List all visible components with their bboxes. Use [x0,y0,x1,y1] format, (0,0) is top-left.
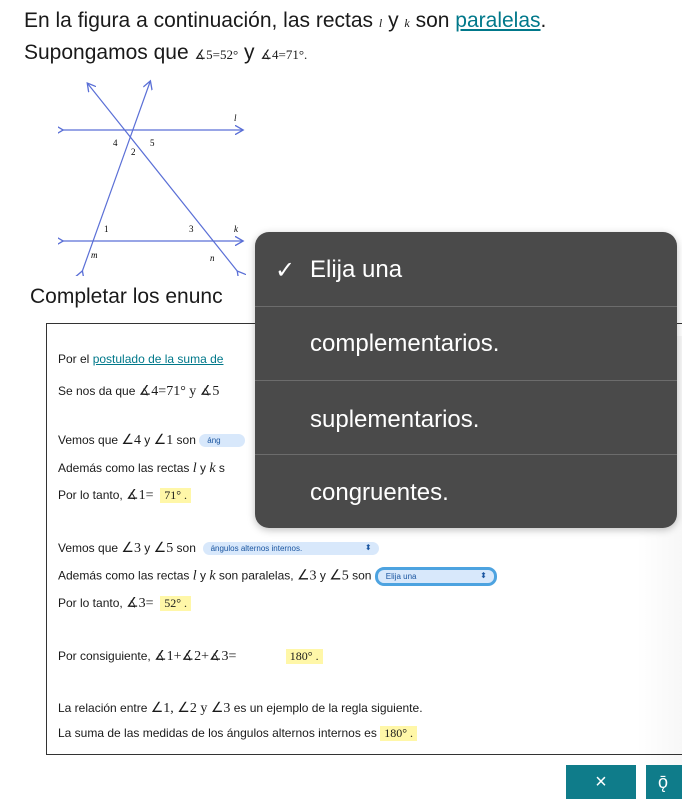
next-icon: ǭ [658,772,669,792]
intro-and: y [388,9,399,32]
row6-angle-5: ∠5 [153,541,174,556]
intro-text [24,6,674,70]
row-relation [58,700,423,717]
row4-l: l [192,461,197,476]
figure-label-n: n [210,253,215,263]
angle-1-value: 71° . [160,488,191,503]
sum-value: 180° . [286,649,323,664]
checkmark-icon: ✓ [275,257,296,284]
line-k-label: k [404,16,410,30]
row4-k: k [209,461,216,476]
row7-mid: son paralelas, [218,568,294,583]
relation-select-label: Elija una [385,572,417,581]
row3-angle-1: ∠1 [153,433,174,448]
row10-text: La relación entre [58,701,148,715]
row4-text: Además como las rectas [58,461,190,475]
row10-math: ∠1, ∠2 y ∠3 [150,701,231,716]
row-lines-parallel-2 [58,567,497,586]
rule-value: 180° . [380,726,417,741]
figure-label-k: k [234,224,238,234]
figure-label-m: m [91,250,98,260]
row7-angle-3: ∠3 [296,568,317,584]
angle-3-5-select[interactable] [203,542,379,555]
row3-and: y [144,433,151,447]
row7-and2: y [319,568,326,583]
row-lines-parallel-1 [58,461,225,477]
given-angle-4: ∡4=71°. [260,47,308,62]
row2-prefix: Se nos da que [58,384,136,398]
angle-4-1-select[interactable]: áng [199,434,245,447]
row7-are: son [352,568,372,583]
figure-label-1: 1 [104,224,109,234]
intro-line-1 [24,6,674,38]
intro-given-and: y [244,41,255,64]
row4-and: y [199,461,206,475]
dropdown-divider [255,380,677,381]
next-button[interactable] [646,765,682,799]
row-therefore-3 [58,595,191,612]
close-button[interactable] [566,765,636,799]
intro-period: . [540,9,547,32]
option-label-elija-una: Elija una [310,256,403,283]
row8-prefix: Por lo tanto, [58,596,123,610]
row-sum [58,648,323,665]
parallel-lines-figure [58,76,258,276]
row2-math: ∡4=71° y ∡5 [138,384,220,399]
row7-k: k [209,568,216,584]
row-angles-3-5 [58,540,379,557]
postulado-link[interactable]: postulado de la suma de [92,352,224,366]
intro-are: son [415,9,450,32]
intro-text-prefix: En la figura a continuación, las rectas [24,9,374,32]
angle-3-5-relation-select[interactable] [375,567,497,586]
row1-prefix: Por el [58,352,90,366]
row4-rest: s [218,461,225,475]
row-rule [58,726,417,741]
select-caret-icon: ⬍ [364,543,372,553]
option-label-suplementarios: suplementarios. [310,406,480,433]
figure-label-5: 5 [150,138,155,148]
select-caret-icon: ⬍ [480,571,487,580]
figure-label-l: l [234,113,237,123]
complete-heading: Completar los enunc [30,285,223,308]
row7-and: y [199,568,206,583]
option-label-congruentes: congruentes. [310,479,449,506]
dropdown-divider [255,454,677,455]
line-m [82,82,150,272]
row11-text: La suma de las medidas de los ángulos alternos internos es [58,726,377,740]
line-n [88,84,238,272]
figure-label-3: 3 [189,224,194,234]
dropdown-divider [255,306,677,307]
figure-label-2: 2 [131,147,136,157]
row3-are: son [176,433,196,447]
row6-and: y [144,541,151,555]
angle-3-value: 52° . [160,596,191,611]
row7-l: l [192,568,197,584]
row-postulate [58,352,223,366]
row-given [58,383,219,400]
row6-are: son [176,541,196,555]
row9-math: ∡1+∡2+∡3= [154,649,237,664]
row9-prefix: Por consiguiente, [58,649,151,663]
row5-prefix: Por lo tanto, [58,488,123,502]
close-icon: × [595,771,607,793]
row10-rest: es un ejemplo de la regla siguiente. [233,701,423,715]
row7-angle-5: ∠5 [329,568,349,584]
angle-3-5-select-label: ángulos alternos internos. [210,544,303,554]
row-angles-4-1 [58,432,245,449]
row8-math: ∡3= [126,596,154,611]
row7-text: Además como las rectas [58,568,190,583]
row6-angle-3: ∠3 [121,541,141,556]
row5-math: ∡1= [126,488,154,503]
row3-angle-4: ∠4 [121,433,141,448]
paralelas-link[interactable]: paralelas [455,9,541,32]
intro-line2-prefix: Supongamos que [24,41,189,64]
row3-prefix: Vemos que [58,433,119,447]
figure-label-4: 4 [113,138,118,148]
option-label-complementarios: complementarios. [310,330,500,357]
choice-dropdown-menu [255,232,677,528]
line-l-label: l [378,16,383,30]
row6-prefix: Vemos que [58,541,119,555]
intro-line-2 [24,38,674,70]
given-angle-5: ∡5=52° [194,47,239,62]
row-therefore-1 [58,487,191,504]
